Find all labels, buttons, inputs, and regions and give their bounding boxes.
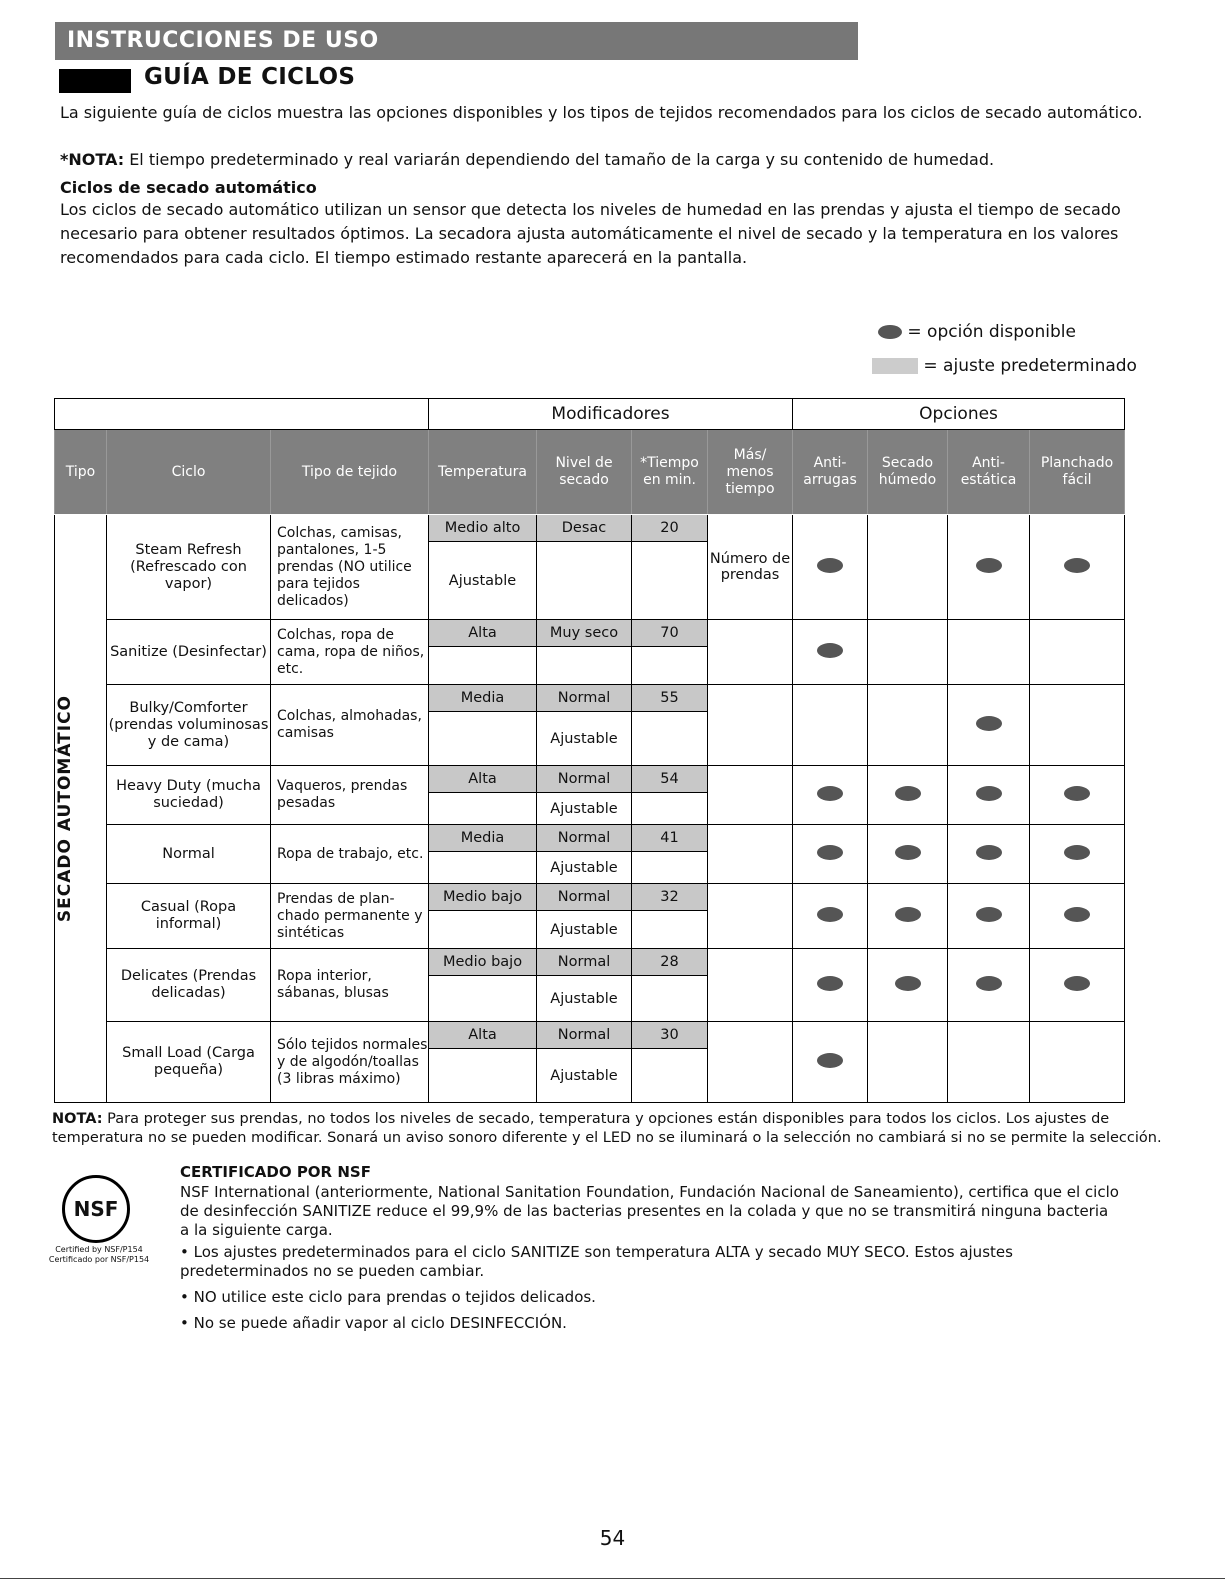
dry-level [537,515,632,620]
dry-level [537,884,632,949]
title-marker [59,69,131,93]
more-less-time: Número de prendas [708,515,793,620]
options-head: Opciones [793,399,1125,430]
option-dot-icon [1064,558,1090,573]
temperature-default: Media [429,825,536,852]
fabric-type: Ropa interior, sábanas, blusas [271,949,429,1022]
time-minutes [632,766,708,825]
table-row [55,949,1125,1022]
page-number: 54 [599,1526,626,1550]
option-cell [1030,825,1125,884]
dry-level-default: Normal [537,825,631,852]
option-dot-icon [817,976,843,991]
time-minutes [632,685,708,766]
column-header: Tipo [55,430,107,515]
fabric-type: Vaqueros, prendas pesadas [271,766,429,825]
table-row [55,884,1125,949]
more-less-time [708,949,793,1022]
table-row [55,766,1125,825]
option-dot-icon [895,845,921,860]
column-header: Nivel de secado [537,430,632,515]
dry-level-adjustable: Ajustable [550,1067,618,1084]
option-cell [868,1022,948,1103]
nsf-text: NSF International (anteriormente, National Sanitation Foundation, Fundación Nacional de Saneamiento), certifica que el ciclo de desinfección SANITIZE reduce el 99,9% de las bacterias presentes en la colada y que no se transmitirá ninguna bacteria a la siguiente carga. [180,1183,1119,1239]
note-label: *NOTA: [60,150,125,169]
page-title: GUÍA DE CICLOS [144,64,356,90]
option-cell [1030,515,1125,620]
temperature-default: Alta [429,766,536,793]
option-dot-icon [895,907,921,922]
cycle-name: Normal [107,825,271,884]
option-cell [1030,1022,1125,1103]
fabric-type: Colchas, almohadas, camisas [271,685,429,766]
option-cell [948,515,1030,620]
time-minutes-adjustable [632,647,707,684]
dry-level-default: Desac [537,515,631,542]
note-text: El tiempo predeterminado y real variarán dependiendo del tamaño de la carga y su contenido de humedad. [124,150,995,169]
time-minutes [632,1022,708,1103]
table-row [55,515,1125,620]
more-less-time [708,766,793,825]
dry-level-adjustable: Ajustable [550,800,618,817]
option-dot-icon [895,976,921,991]
time-minutes-default: 20 [632,515,707,542]
fabric-type: Prendas de plan- chado permanente y sintéticas [271,884,429,949]
nsf-cert-es: Certificado por NSF/P154 [48,1255,150,1264]
column-header: Secado húmedo [868,430,948,515]
time-minutes [632,825,708,884]
option-dot-icon [976,845,1002,860]
temperature-adjustable [429,911,536,948]
option-cell [793,685,868,766]
time-minutes-adjustable [632,542,707,619]
option-cell [793,766,868,825]
time-minutes [632,515,708,620]
option-dot-icon [976,907,1002,922]
nsf-title: CERTIFICADO POR NSF [180,1163,371,1181]
time-minutes [632,620,708,685]
column-header: Tipo de tejido [271,430,429,515]
cycle-name: Heavy Duty (mucha suciedad) [107,766,271,825]
column-header: Planchado fácil [1030,430,1125,515]
option-dot-icon [1064,845,1090,860]
time-minutes-default: 55 [632,685,707,712]
cycle-name: Casual (Ropa informal) [107,884,271,949]
dry-level-default: Normal [537,884,631,911]
option-dot-icon [817,786,843,801]
table-blank-head [55,399,429,430]
temperature-default: Media [429,685,536,712]
dry-level-adjustable: Ajustable [550,859,618,876]
temperature-default: Medio bajo [429,949,536,976]
option-dot-icon [976,716,1002,731]
time-minutes [632,884,708,949]
option-cell [948,766,1030,825]
bottom-rule [0,1578,1225,1579]
legend-default [872,356,1137,376]
nsf-bullets [180,1243,1120,1340]
section-text: Los ciclos de secado automático utilizan un sensor que detecta los niveles de humedad en las prendas y ajusta el tiempo de secado necesario para obtener resultados óptimos. La secadora ajusta automáticamente el nivel de secado y la temperatura en los valores recomendados para cada ciclo. El tiempo estimado restante aparecerá en la pantalla. [60,200,1121,267]
tipo-label: SECADO AUTOMÁTICO [55,694,75,923]
option-cell [793,884,868,949]
intro-paragraph: La siguiente guía de ciclos muestra las opciones disponibles y los tipos de tejidos recomendados para los ciclos de secado automático. [60,103,1143,122]
option-dot-icon [976,976,1002,991]
fabric-type: Colchas, camisas, pantalones, 1-5 prendas (NO utilice para tejidos delicados) [271,515,429,620]
time-minutes-adjustable [632,976,707,1021]
tipo-cell [55,515,107,1103]
option-dot-icon [817,643,843,658]
temperature-default: Alta [429,1022,536,1049]
fabric-type: Sólo tejidos normales y de algodón/toallas (3 libras máximo) [271,1022,429,1103]
cycle-name: Steam Refresh (Refrescado con vapor) [107,515,271,620]
nsf-bullet: • No se puede añadir vapor al ciclo DESINFECCIÓN. [180,1314,567,1332]
table-note-text: Para proteger sus prendas, no todos los niveles de secado, temperatura y opciones están disponibles para todos los ciclos. Los ajustes de temperatura no se pueden modificar. Sonará un aviso sonoro diferente y el LED no se iluminará o la selección no cambiará si no se permite la selección. [52,1111,1162,1146]
option-cell [1030,766,1125,825]
option-cell [948,825,1030,884]
option-cell [868,884,948,949]
temperature [429,825,537,884]
section-heading: Ciclos de secado automático [60,178,317,197]
column-header: Temperatura [429,430,537,515]
nsf-bullet: • NO utilice este ciclo para prendas o tejidos delicados. [180,1288,596,1306]
option-cell [948,685,1030,766]
option-cell [1030,685,1125,766]
column-header: *Tiempo en min. [632,430,708,515]
option-dot-icon [976,558,1002,573]
more-less-time [708,1022,793,1103]
temperature [429,949,537,1022]
dry-level-default: Normal [537,1022,631,1049]
option-dot-icon [976,786,1002,801]
dry-level [537,766,632,825]
table-note-label: NOTA: [52,1111,103,1127]
section-banner: INSTRUCCIONES DE USO [55,22,858,60]
fabric-type: Colchas, ropa de cama, ropa de niños, etc. [271,620,429,685]
nsf-logo: NSF [62,1175,130,1243]
option-dot-icon [878,325,902,339]
time-minutes-default: 30 [632,1022,707,1049]
nsf-bullet: • Los ajustes predeterminados para el ciclo SANITIZE son temperatura ALTA y secado MUY SECO. Estos ajustes predeterminados no se pueden cambiar. [180,1243,1013,1280]
time-minutes-adjustable [632,712,707,765]
default-swatch-icon [872,358,918,374]
option-cell [868,685,948,766]
option-dot-icon [1064,976,1090,991]
temperature [429,620,537,685]
option-cell [948,884,1030,949]
temperature [429,1022,537,1103]
option-cell [868,620,948,685]
option-cell [948,620,1030,685]
column-header: Anti- estática [948,430,1030,515]
dry-level-adjustable [537,647,631,684]
option-cell [793,620,868,685]
table-row [55,620,1125,685]
table-row [55,1022,1125,1103]
dry-level-adjustable: Ajustable [550,730,618,747]
cycle-guide-table [54,398,1125,1103]
temperature-adjustable: Ajustable [448,572,517,589]
table-row [55,685,1125,766]
legend-available-label: = opción disponible [907,322,1076,342]
dry-level-default: Normal [537,766,631,793]
time-minutes-default: 41 [632,825,707,852]
temperature-adjustable [429,793,536,824]
option-dot-icon [817,907,843,922]
temperature [429,515,537,620]
cycle-name: Bulky/Comforter (prendas voluminosas y de cama) [107,685,271,766]
column-header: Anti- arrugas [793,430,868,515]
legend-default-label: = ajuste predeterminado [923,356,1137,376]
dry-level [537,1022,632,1103]
temperature-adjustable [429,647,536,684]
table-row [55,825,1125,884]
option-dot-icon [895,786,921,801]
dry-level-adjustable: Ajustable [550,921,618,938]
temperature [429,685,537,766]
option-cell [793,515,868,620]
option-cell [793,825,868,884]
time-minutes-adjustable [632,793,707,824]
option-dot-icon [1064,907,1090,922]
temperature-default: Medio alto [429,515,536,542]
temperature-default: Alta [429,620,536,647]
time-minutes [632,949,708,1022]
legend-available [878,322,1076,342]
option-cell [868,515,948,620]
dry-level [537,620,632,685]
option-cell [793,949,868,1022]
dry-level-default: Muy seco [537,620,631,647]
time-minutes-adjustable [632,1049,707,1102]
option-cell [1030,884,1125,949]
time-minutes-default: 32 [632,884,707,911]
option-cell [1030,620,1125,685]
time-minutes-default: 54 [632,766,707,793]
option-cell [948,1022,1030,1103]
option-cell [1030,949,1125,1022]
more-less-time [708,685,793,766]
temperature-adjustable [429,1049,536,1102]
option-dot-icon [817,558,843,573]
cycle-name: Delicates (Prendas delicadas) [107,949,271,1022]
temperature-adjustable [429,852,536,883]
option-cell [868,766,948,825]
nsf-cert-caption [44,1245,154,1265]
fabric-type: Ropa de trabajo, etc. [271,825,429,884]
dry-level-default: Normal [537,685,631,712]
option-cell [793,1022,868,1103]
time-minutes-adjustable [632,911,707,948]
temperature [429,766,537,825]
time-minutes-default: 28 [632,949,707,976]
option-dot-icon [817,1053,843,1068]
temperature-default: Medio bajo [429,884,536,911]
time-minutes-adjustable [632,852,707,883]
cycle-name: Small Load (Carga pequeña) [107,1022,271,1103]
modifiers-head: Modificadores [429,399,793,430]
column-header: Ciclo [107,430,271,515]
temperature-adjustable [429,712,536,765]
note-paragraph [60,148,1170,172]
temperature-adjustable [429,976,536,1021]
option-cell [868,825,948,884]
dry-level-adjustable [537,542,631,619]
table-note [52,1110,1162,1148]
dry-level [537,825,632,884]
dry-level [537,685,632,766]
temperature [429,884,537,949]
option-cell [868,949,948,1022]
more-less-time [708,825,793,884]
more-less-time [708,884,793,949]
option-dot-icon [1064,786,1090,801]
dry-level-default: Normal [537,949,631,976]
more-less-time [708,620,793,685]
nsf-cert-en: Certified by NSF/P154 [55,1245,143,1254]
option-dot-icon [817,845,843,860]
column-header: Más/ menos tiempo [708,430,793,515]
cycle-name: Sanitize (Desinfectar) [107,620,271,685]
dry-level [537,949,632,1022]
option-cell [948,949,1030,1022]
time-minutes-default: 70 [632,620,707,647]
dry-level-adjustable: Ajustable [550,990,618,1007]
